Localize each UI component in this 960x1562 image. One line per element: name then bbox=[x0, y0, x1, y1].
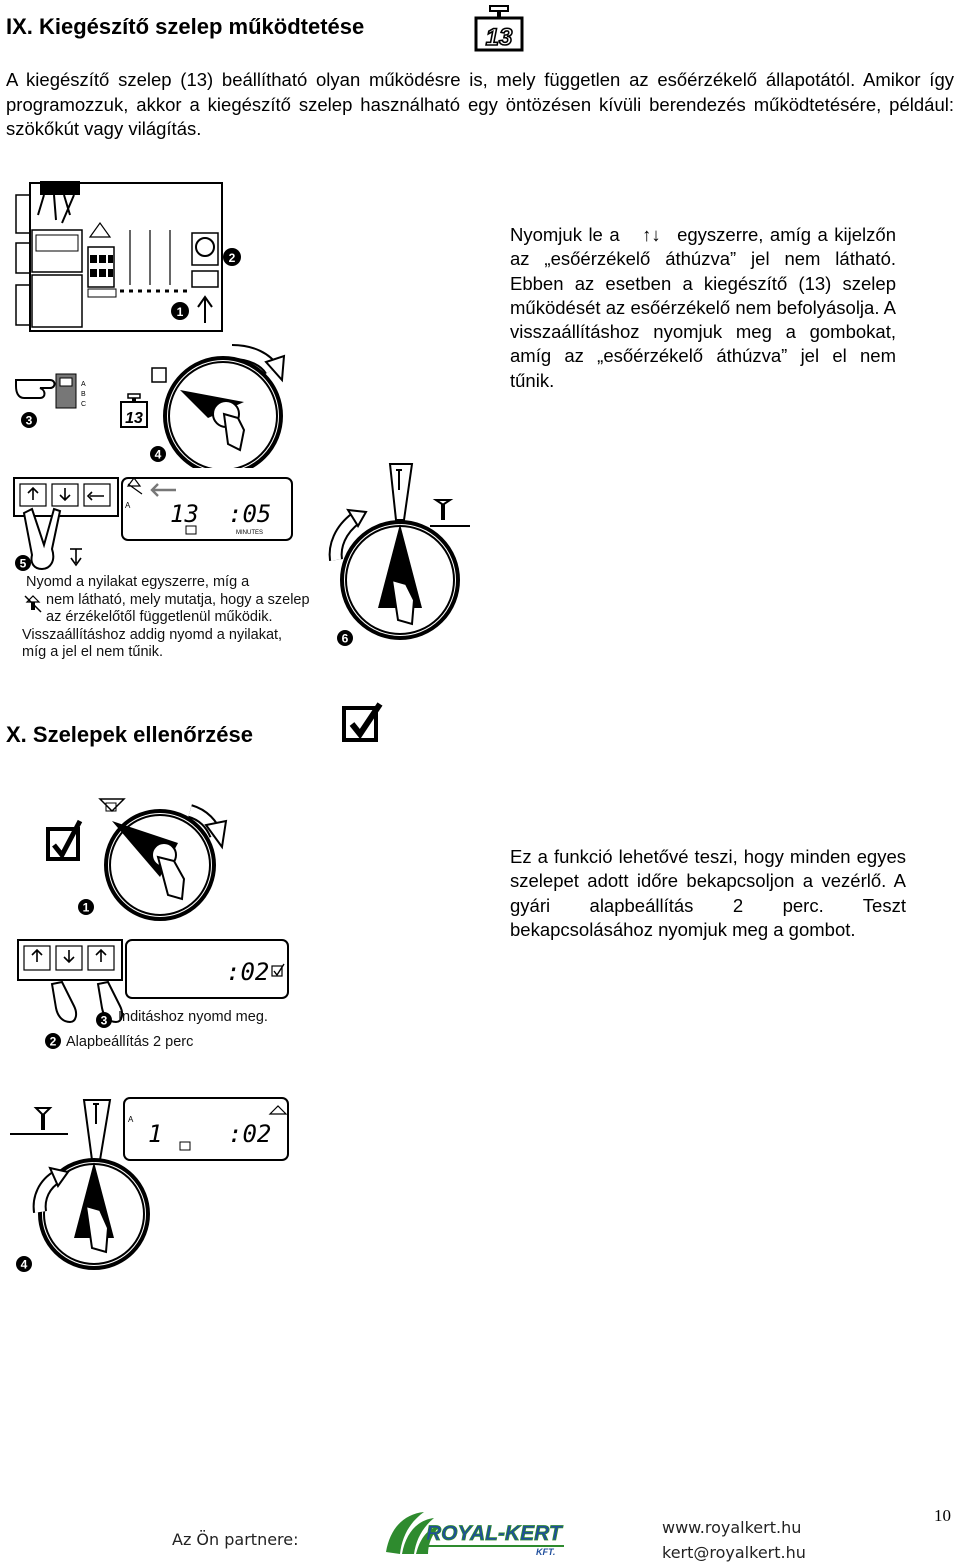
controller-diagram bbox=[10, 175, 260, 340]
svg-text:4: 4 bbox=[20, 1257, 28, 1272]
svg-text:6: 6 bbox=[341, 631, 349, 646]
svg-text:3: 3 bbox=[25, 413, 33, 428]
lcd-unit: MINUTES bbox=[236, 530, 263, 536]
lcd-zone: A bbox=[125, 501, 131, 510]
valve-13-small-icon bbox=[118, 393, 150, 429]
svg-text:3: 3 bbox=[100, 1013, 108, 1028]
instruction-lead: Nyomjuk le a bbox=[510, 224, 620, 245]
callout-default: Alapbeállítás 2 perc bbox=[66, 1034, 194, 1050]
lcd-time: :05 bbox=[228, 500, 272, 528]
callout-start: Inditáshoz nyomd meg. bbox=[118, 1009, 268, 1025]
footer-partner-label: Az Ön partnere: bbox=[172, 1530, 299, 1549]
dial-test-diagram bbox=[40, 795, 230, 925]
valve-13-number: 13 bbox=[485, 24, 513, 51]
lcd-value: 13 bbox=[170, 500, 199, 528]
step-2-badge bbox=[44, 1032, 62, 1050]
svg-text:5: 5 bbox=[19, 556, 27, 571]
checkbox-icon bbox=[340, 700, 388, 744]
section-9-instruction bbox=[510, 223, 896, 393]
dial-sprinkler-diagram bbox=[320, 460, 480, 650]
callout-line: az érzékelőtől függetlenül működik. bbox=[46, 609, 273, 625]
callout-line: Nyomd a nyilakat egyszerre, míg a bbox=[26, 574, 250, 590]
footer-website-link[interactable]: www.royalkert.hu bbox=[662, 1518, 802, 1537]
dial-run-diagram bbox=[8, 1094, 298, 1274]
two-finger-press-icon bbox=[10, 505, 100, 577]
arrow-up-down-icon: ↑↓ bbox=[642, 224, 661, 245]
instruction-rest: egyszerre, amíg a kijelzőn az „esőérzékelő áthúzva” jel nem látható. Ebben az esetben a kiegészítő (13) szelep működését az esőérzékelő nem befolyásolja. A visszaállításhoz nyomjuk meg a gombokat, amíg az „esőérzékelő áthúzva” jel el nem tűnik. bbox=[510, 224, 896, 391]
page-number: 10 bbox=[934, 1506, 951, 1525]
lcd-run-time: :02 bbox=[228, 1120, 272, 1148]
valve-13-icon bbox=[470, 4, 528, 52]
section-10-text: Ez a funkció lehetővé teszi, hogy minden egyes szelepet adott időre bekapcsoljon a vezérlő. A gyári alapbeállítás 2 perc. Teszt bekapcsolásához nyomjuk meg a gombot. bbox=[510, 846, 906, 940]
lcd-run-zone: A bbox=[128, 1115, 134, 1124]
svg-text:4: 4 bbox=[154, 447, 162, 462]
callout-line: nem látható, mely mutatja, hogy a szelep bbox=[46, 591, 310, 608]
callout-line: Visszaállításhoz addig nyomd a nyilakat, bbox=[22, 626, 283, 643]
svg-text:1: 1 bbox=[176, 305, 184, 319]
callout-line: míg a jel el nem tűnik. bbox=[22, 644, 164, 660]
lcd-test-time: :02 bbox=[226, 958, 270, 986]
svg-text:13: 13 bbox=[125, 410, 143, 427]
svg-text:A: A bbox=[81, 381, 86, 388]
callout-rain-sensor bbox=[22, 574, 310, 662]
section-9-title: IX. Kiegészítő szelep működtetése bbox=[6, 14, 365, 39]
svg-text:ROYAL-KERT: ROYAL-KERT bbox=[426, 1522, 562, 1545]
rain-sensor-crossed-icon bbox=[24, 594, 42, 614]
section-9-intro: A kiegészítő szelep (13) beállítható olyan működésre is, mely független az esőérzékelő állapotától. Amikor így programozzuk, akkor a kiegészítő szelep használható egy öntözésen kívüli berendezés működtetésére, például: szökőkút vagy világítás. bbox=[6, 69, 954, 139]
section-10-title: X. Szelepek ellenőrzése bbox=[6, 722, 254, 747]
svg-text:1: 1 bbox=[82, 900, 90, 915]
svg-text:2: 2 bbox=[228, 251, 236, 265]
hand-press-button-icon bbox=[10, 368, 90, 430]
svg-text:C: C bbox=[81, 401, 87, 408]
svg-text:B: B bbox=[81, 391, 86, 398]
dial-knob-icon bbox=[148, 340, 298, 468]
svg-text:2: 2 bbox=[49, 1034, 57, 1049]
footer-email-link[interactable]: kert@royalkert.hu bbox=[662, 1543, 806, 1562]
logo-subtitle: KFT. bbox=[536, 1547, 556, 1557]
lcd-run-value: 1 bbox=[148, 1120, 163, 1148]
